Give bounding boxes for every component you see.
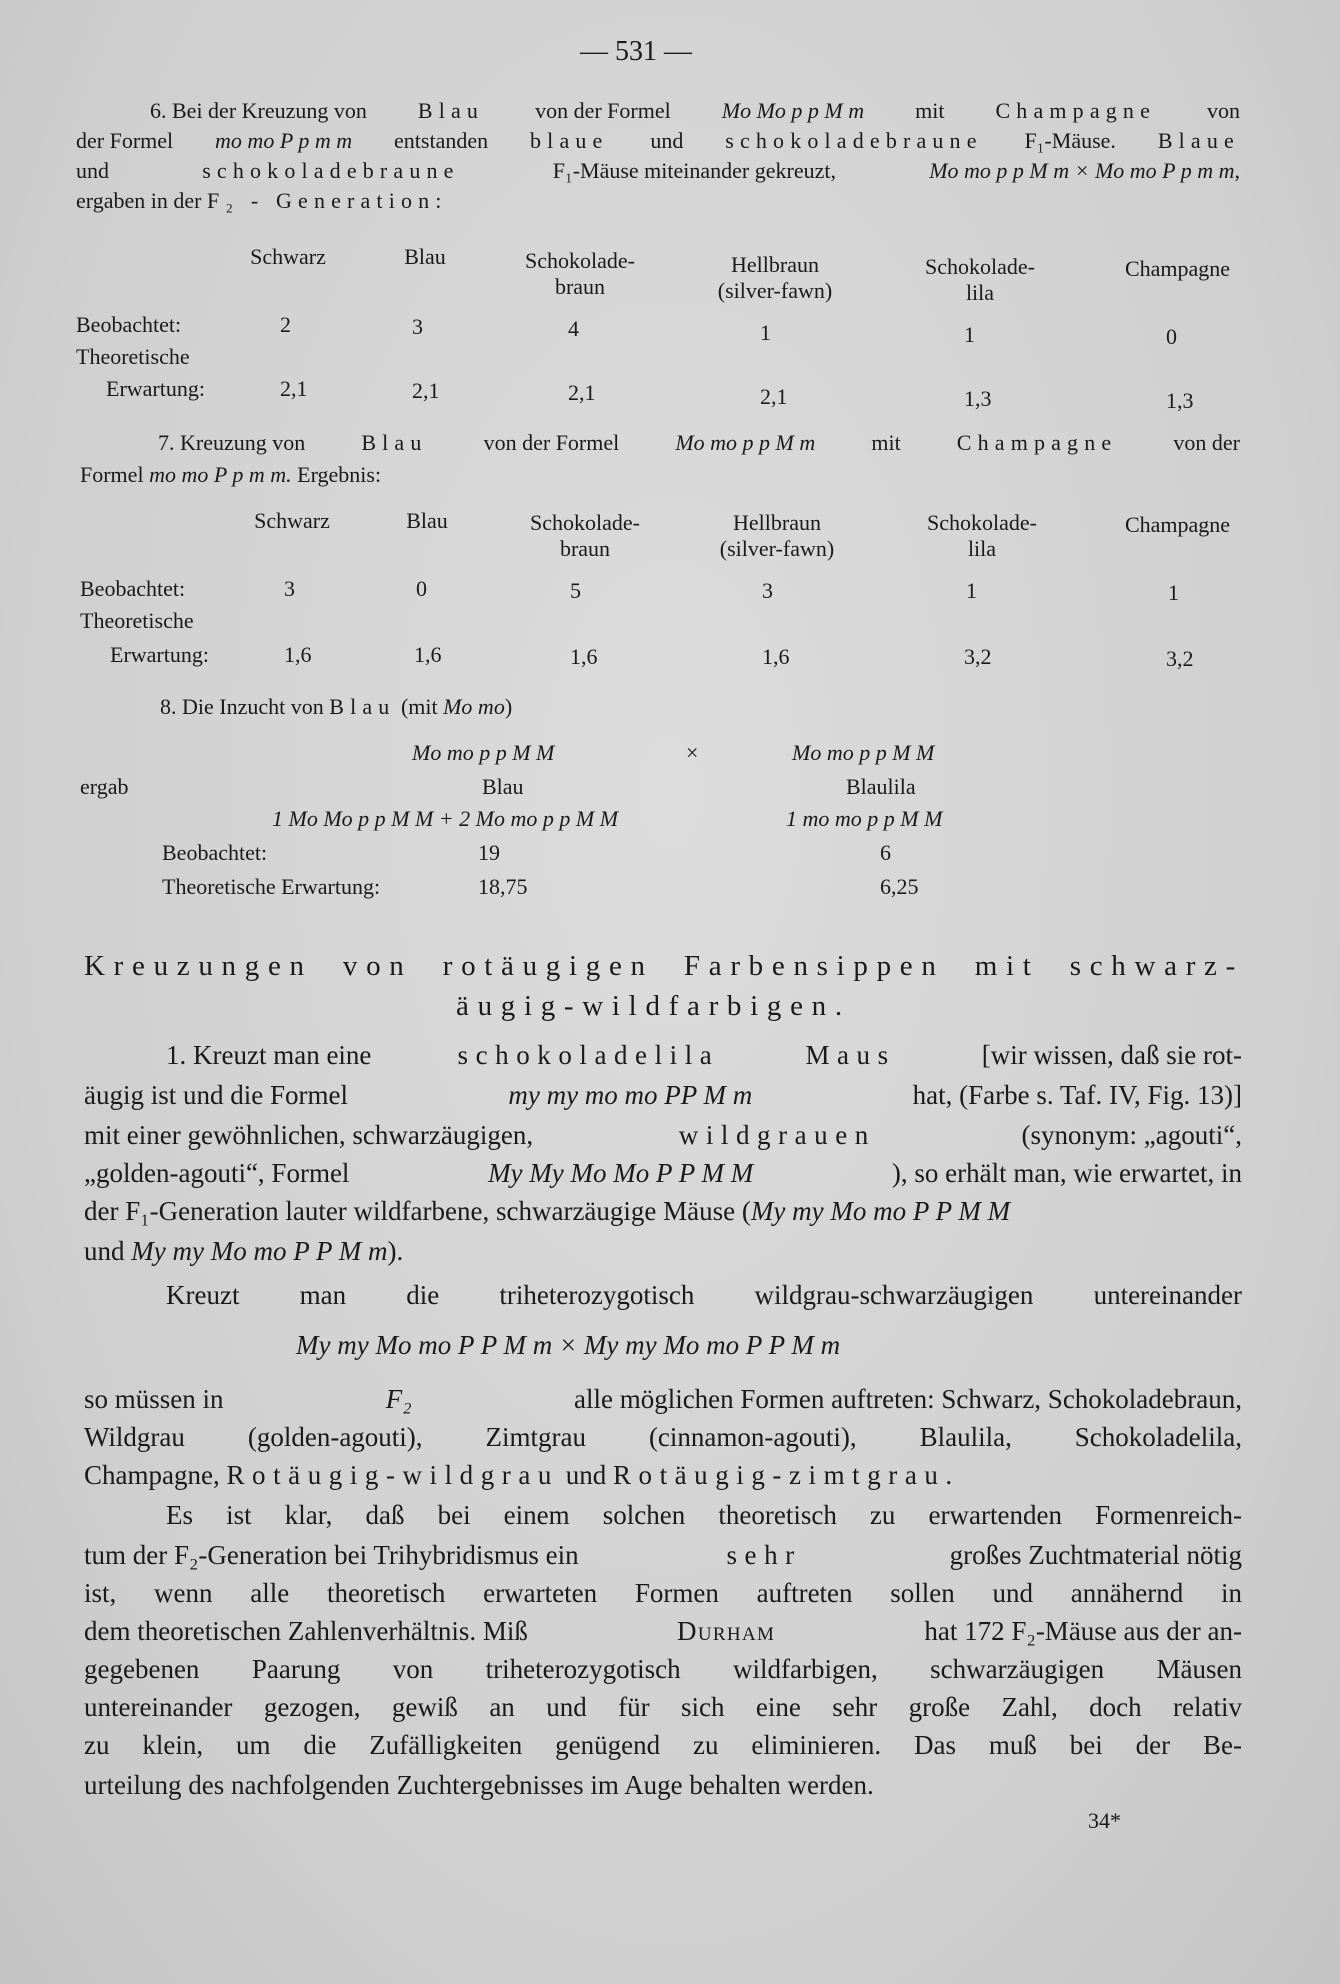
col-header: Schokolade- lila	[925, 254, 1035, 305]
cell-observed: 1	[964, 322, 975, 347]
formula: My my Mo mo P P M M	[750, 1196, 1011, 1226]
text: mit	[915, 98, 945, 123]
row-label-expected: Theoretische	[76, 344, 190, 369]
para2-line1: Kreuzt man die triheterozygotisch wildgrau-schwarzäugigen untereinander	[166, 1280, 1242, 1310]
text: Champagne	[995, 98, 1156, 123]
para2-line4	[84, 1460, 960, 1491]
text: und	[84, 1236, 125, 1266]
item6-line3	[76, 158, 1240, 184]
para3-line8: urteilung des nachfolgenden Zuchtergebnisses im Auge behalten werden.	[84, 1770, 874, 1800]
text: Maus	[805, 1040, 896, 1070]
text: äugig ist und die Formel	[84, 1080, 348, 1110]
cell-observed: 3	[762, 578, 773, 603]
text: tum der F₂-Generation bei Trihybridismus ein	[84, 1540, 579, 1570]
text: F₁-Mäuse miteinander gekreuzt,	[552, 158, 836, 183]
text: schokoladebraune	[202, 158, 460, 183]
para3-line4	[84, 1616, 1242, 1647]
text: Ergebnis:	[297, 462, 382, 487]
section-heading-line1: Kreuzungen von rotäugigen Farbensippen mit schwarz-	[84, 950, 1244, 982]
col-header: Hellbraun (silver-fawn)	[717, 252, 833, 303]
text: so müssen in	[84, 1384, 224, 1414]
row-label-expected: Theoretische	[80, 608, 194, 633]
cell-observed: 2	[280, 312, 291, 337]
text: [wir wissen, daß sie rot-	[981, 1040, 1242, 1070]
text: dem theoretischen Zahlenverhältnis. Miß	[84, 1616, 528, 1646]
text: „golden-agouti“, Formel	[84, 1158, 350, 1188]
item6-line4	[76, 188, 448, 214]
text: ).	[387, 1236, 404, 1266]
text: und	[565, 1460, 607, 1490]
text: entstanden	[394, 128, 489, 153]
cell-observed: 3	[284, 576, 295, 601]
cell-expected: 1,6	[762, 644, 790, 669]
formula: My my Mo mo P P M m	[131, 1236, 388, 1266]
text: mit	[871, 430, 901, 455]
signature-mark: 34*	[1088, 1808, 1121, 1833]
text: Champagne,	[84, 1460, 220, 1490]
text: wildgrauen	[678, 1120, 876, 1150]
cell-observed: 1	[966, 578, 977, 603]
cell-expected: 2,1	[568, 380, 596, 405]
section-heading-line2: äugig-wildfarbigen.	[456, 990, 851, 1022]
cell-observed: 4	[568, 316, 579, 341]
text: mit einer gewöhnlichen, schwarzäugigen,	[84, 1120, 534, 1150]
item6-line2	[76, 128, 1240, 154]
item8-cross: ×	[686, 740, 699, 765]
text: sehr	[726, 1540, 802, 1570]
text: Champagne	[956, 430, 1118, 455]
item8-expected-label: Theoretische Erwartung:	[162, 874, 381, 899]
text: von der Formel	[483, 430, 620, 455]
para2-line3: Wildgrau (golden-agouti), Zimtgrau (cinnamon-agouti), Blaulila, Schokoladelila,	[84, 1422, 1242, 1452]
text: ergaben in der	[76, 188, 202, 213]
text: F₁-Mäuse.	[1024, 128, 1116, 153]
cell-observed: 3	[412, 314, 423, 339]
text: Rotäugig-zimtgrau.	[612, 1460, 960, 1490]
cell-expected: 1,3	[1166, 388, 1194, 413]
cell-expected: 3,2	[1166, 646, 1194, 671]
item8-right-name: Blaulila	[846, 774, 916, 799]
item7-line1	[158, 430, 1240, 456]
para1-line6	[84, 1236, 403, 1267]
cell-expected: 3,2	[964, 644, 992, 669]
cell-expected: 1,6	[570, 644, 598, 669]
col-header: Schokolade- braun	[525, 248, 635, 299]
text: von der	[1173, 430, 1240, 455]
item8-expected-right: 6,25	[880, 874, 919, 899]
para1-line5	[84, 1196, 1010, 1227]
text: hat, (Farbe s. Taf. IV, Fig. 13)]	[912, 1080, 1242, 1110]
text: von der Formel	[535, 98, 671, 123]
cell-observed: 1	[760, 320, 771, 345]
col-header: Champagne	[1124, 256, 1231, 281]
text: der F₁-Generation lauter wildfarbene, schwarzäugige Mäuse (	[84, 1196, 751, 1226]
text: alle möglichen Formen auftreten: Schwarz, Schokoladebraun,	[573, 1384, 1242, 1414]
text: )	[504, 694, 513, 719]
text: schokoladelila	[457, 1040, 720, 1070]
item8-left-formula: Mo mo p p M M	[412, 740, 555, 765]
item8-right-formula: Mo mo p p M M	[792, 740, 935, 765]
para1-line2	[84, 1080, 1242, 1111]
item6-line1	[150, 98, 1240, 124]
para3-line1: Es ist klar, daß bei einem solchen theoretisch zu erwartenden Formenreich-	[166, 1500, 1242, 1530]
text: F₂ - Generation:	[206, 188, 448, 213]
col-header: Schokolade- braun	[530, 510, 640, 561]
item8-observed-right: 6	[880, 840, 891, 865]
col-header: Champagne	[1124, 512, 1231, 537]
row-label-expected: Erwartung:	[106, 376, 205, 401]
item8-left-genotypes: 1 Mo Mo p p M M + 2 Mo mo p p M M	[272, 806, 619, 831]
item8-right-genotypes: 1 mo mo p p M M	[786, 806, 943, 831]
page-number: — 531 —	[580, 36, 692, 67]
cell-expected: 2,1	[760, 384, 788, 409]
cell-expected: 1,6	[414, 642, 442, 667]
text: hat 172 F₂-Mäuse aus der an-	[924, 1616, 1242, 1646]
text: Formel	[80, 462, 144, 487]
text: Blau	[329, 694, 396, 719]
formula: F₂	[385, 1384, 412, 1414]
para3-line6: untereinander gezogen, gewiß an und für sich eine sehr große Zahl, doch relativ	[84, 1692, 1242, 1722]
text: Blau	[417, 98, 485, 123]
author-name: Durham	[676, 1616, 776, 1646]
item8-left-name: Blau	[482, 774, 524, 799]
row-label-observed: Beobachtet:	[80, 576, 186, 601]
para3-line7: zu klein, um die Zufälligkeiten genügend zu eliminieren. Das muß bei der Be-	[84, 1730, 1242, 1760]
text: 6. Bei der Kreuzung von	[150, 98, 367, 123]
text: (mit	[400, 694, 438, 719]
formula: my my mo mo PP M m	[508, 1080, 753, 1110]
text: Rotäugig-wildgrau	[226, 1460, 559, 1490]
text: 1. Kreuzt man eine	[166, 1040, 372, 1070]
para2-line2	[84, 1384, 1242, 1415]
formula: Mo mo p p M m × Mo mo P p m m,	[929, 158, 1240, 183]
row-label-expected: Erwartung:	[110, 642, 209, 667]
cell-expected: 1,6	[284, 642, 312, 667]
para2-formula: My my Mo mo P P M m × My my Mo mo P P M m	[296, 1330, 841, 1360]
text: Blaue	[1157, 128, 1240, 153]
formula: Mo mo	[443, 694, 505, 719]
formula: mo mo P p m m	[215, 128, 353, 153]
formula: My My Mo Mo P P M M	[488, 1158, 754, 1188]
para1-line3	[84, 1120, 1242, 1151]
para3-line5: gegebenen Paarung von triheterozygotisch wildfarbigen, schwarzäugigen Mäusen	[84, 1654, 1242, 1684]
cell-observed: 5	[570, 578, 581, 603]
col-header: Schwarz	[254, 508, 330, 533]
col-header: Hellbraun (silver-fawn)	[719, 510, 835, 561]
cell-observed: 1	[1168, 580, 1179, 605]
text: ), so erhält man, wie erwartet, in	[891, 1158, 1242, 1188]
formula: mo mo P p m m.	[149, 462, 292, 487]
col-header: Schwarz	[250, 244, 326, 269]
item8-expected-left: 18,75	[478, 874, 528, 899]
text: schokoladebraune	[725, 128, 983, 153]
text: 8. Die Inzucht von	[160, 694, 324, 719]
text: Blau	[361, 430, 428, 455]
cell-observed: 0	[1166, 324, 1177, 349]
cell-expected: 2,1	[280, 376, 308, 401]
text: 7. Kreuzung von	[158, 430, 306, 455]
para3-line2	[84, 1540, 1242, 1571]
text: blaue	[530, 128, 609, 153]
row-label-observed: Beobachtet:	[76, 312, 182, 337]
item8-observed-left: 19	[478, 840, 500, 865]
formula: Mo mo p p M m	[675, 430, 816, 455]
para1-line1	[166, 1040, 1242, 1071]
col-header: Schokolade- lila	[927, 510, 1037, 561]
item7-line2	[80, 462, 381, 488]
col-header: Blau	[406, 508, 448, 533]
item8-ergab: ergab	[80, 774, 129, 799]
cell-expected: 1,3	[964, 386, 992, 411]
text: und	[76, 158, 109, 183]
cell-observed: 0	[416, 576, 427, 601]
text: und	[650, 128, 684, 153]
text: großes Zuchtmaterial nötig	[949, 1540, 1242, 1570]
cell-expected: 2,1	[412, 378, 440, 403]
item8-line1	[160, 694, 512, 720]
col-header: Blau	[404, 244, 446, 269]
text: (synonym: „agouti“,	[1021, 1120, 1242, 1150]
text: der Formel	[76, 128, 174, 153]
formula: Mo Mo p p M m	[721, 98, 865, 123]
item8-observed-label: Beobachtet:	[162, 840, 268, 865]
text: von	[1207, 98, 1240, 123]
para3-line3: ist, wenn alle theoretisch erwarteten Formen auftreten sollen und annähernd in	[84, 1578, 1242, 1608]
para1-line4	[84, 1158, 1242, 1189]
